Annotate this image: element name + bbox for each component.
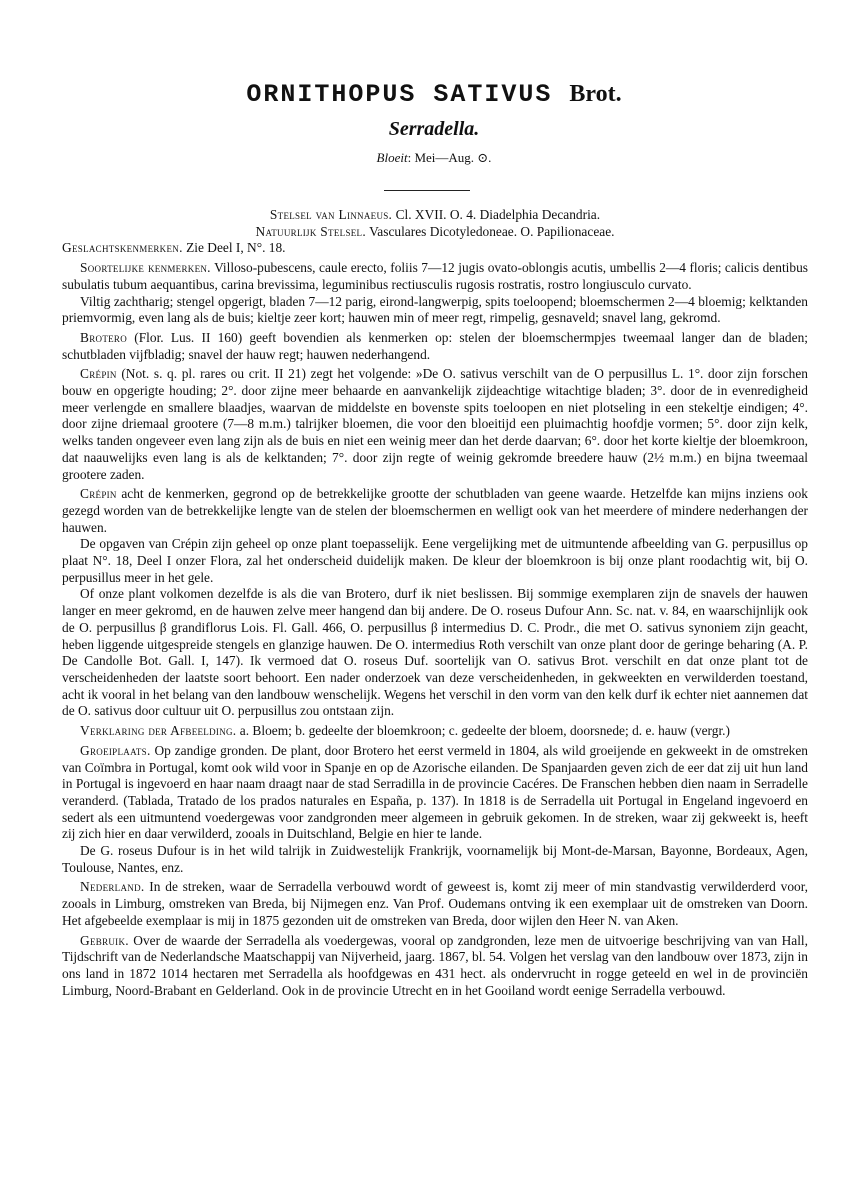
paragraph-heading: Gebruik.	[80, 932, 129, 948]
title-author: Brot.	[569, 81, 622, 107]
paragraph-heading: Verklaring der Afbeelding.	[80, 723, 237, 739]
paragraph	[62, 933, 808, 1000]
paragraph-heading: Geslachtskenmerken.	[62, 240, 183, 256]
paragraph-text: Op zandige gronden. De plant, door Brotero het eerst vermeld in 1804, als wild groeijende en gekweekt in de omstreken van Coïmbra in Portugal, komt ook wild voor in Spanje en op de Azorische eilanden. De Spanjaarden geven zich de eer dat zij uit hun land in Portugal is ingevoerd en haar naam draagt naar de stad Serradilla in de provincie Cacéres. De Franschen hebben dien naam in Serradelle veranderd. (Tablada, Tratado de los prados naturales en España, p. 137). In 1818 is de Serradella uit Portugal in Engeland ingevoerd en sedert als een uitmuntend voedergewas voor zandgronden meer algemeen in gebruik gekomen. In de streken, waar zij gekweekt is, heeft zij zich hier en daar verwilderd, zooals in Duitschland, Belgie en hier te lande.	[62, 742, 808, 842]
paragraph-text: De G. roseus Dufour is in het wild talrijk in Zuidwestelijk Frankrijk, voornamelijk bij Mont-de-Marsan, Bayonne, Bordeaux, Agen, Toulouse, Nantes, enz.	[62, 843, 808, 875]
paragraph-heading: Brotero	[80, 329, 128, 345]
paragraph-text: acht de kenmerken, gegrond op de betrekkelijke grootte der schutbladen van geene waarde. Hetzelfde kan mijns inziens ook gezegd worden van de betrekkelijke lengte van de stelen der bloemschermen en welligt ook van het meerdere of mindere nederhangen der hauwen.	[62, 486, 808, 535]
paragraph	[62, 224, 808, 241]
paragraph	[62, 536, 808, 586]
title-divider	[384, 190, 470, 191]
paragraph-text: a. Bloem; b. gedeelte der bloemkroon; c. gedeelte der bloem, doorsnede; d. e. hauw (vergr.)	[236, 723, 730, 739]
paragraph-text: (Not. s. q. pl. rares ou crit. II 21) zegt het volgende: »De O. sativus verschilt van de O perpusillus L. 1°. door zijn forschen bouw en opgerigte houding; 2°. door zijne meer behaarde en aanvankelijk zijdeachtige witachtige bladen; 3°. door de in evenredigheid meer verlengde en smallere blaadjes, waarvan de middelste en bovenste spits toeloopen en niet plotseling in een stekeltje eindigen; 4°. door zijne driemaal grootere (7—8 m.m.) talrijker bloemen, die voor den bloeitijd een pluimachtig hoofdje vormen; 5°. door zijn kelk, welks tanden ongeveer even lang zijn als de buis en niet een weinig meer dan het derde daarvan; 6°. door het korte kieltje der bloemkroon, dat naauwelijks even lang is als de kelktanden; 7°. door zijn regte of weinig gekromde breedere hauw (2½ m.m.) en bijna tweemaal grootere zaden.	[62, 366, 808, 482]
paragraph-text: (Flor. Lus. II 160) geeft bovendien als kenmerken op: stelen der bloemschermpjes tweemaal langer dan de bladen; schutbladen vijfbladig; snavel der hauw regt; hauwen nederhangend.	[62, 329, 808, 362]
paragraph-text: Of onze plant volkomen dezelfde is als die van Brotero, durf ik niet beslissen. Bij sommige exemplaren zijn de snavels der hauwen langer en meer gekromd, en de hauwen zelve meer hangend dan bij andere. De O. roseus Dufour Ann. Sc. nat. v. 84, en waarschijnlijk ook de O. perpusillus β grandiflorus Lois. Fl. Gall. 466, O. perpusillus β intermedius D. C. Prodr., die met O. sativus synoniem zijn geacht, heben liggende uitgespreide stengels en glanzige hauwen. De O. intermedius Roth verschilt van onze plant door de geringe beharing (A. P. De Candolle Bot. Gall. I, 147). Ik vermoed dat O. roseus Duf. soortelijk van O. sativus Brot. verschilt en dat onze plant tot de verscheidenheden der laatste soort behoort. Een nader onderzoek van deze verscheidenheden, in gekweekten en verwilderden toestand, acht ik vooral in het belang van den landbouw wenschelijk. Wegens het verschil in den vorm van den kelk durf ik echter niet aannemen dat de O. sativus door cultuur uit O. perpusillus zou ontstaan zijn.	[62, 586, 808, 719]
paragraph	[62, 366, 808, 483]
paragraph-text: Villoso-pubescens, caule erecto, foliis 7—12 jugis ovato-oblongis acutis, umbellis 2—4 floris; calicis dentibus subulatis tubum aequantibus, carina brevissima, leguminibus rectiusculis rugosis rostratis, rostro longiusculo curvato.	[62, 260, 808, 292]
paragraph	[62, 743, 808, 843]
paragraph-heading: Groeiplaats.	[80, 742, 151, 758]
page-title	[0, 80, 868, 109]
paragraph-heading: Crépin	[80, 486, 117, 502]
paragraph	[62, 240, 808, 257]
paragraph-heading: Nederland.	[80, 879, 145, 895]
paragraph-text: Vasculares Dicotyledoneae. O. Papilionaceae.	[366, 223, 615, 239]
flowering-period	[0, 150, 868, 166]
title-species: ORNITHOPUS SATIVUS	[246, 80, 553, 109]
paragraph	[62, 207, 808, 224]
paragraph-heading: Natuurlijk Stelsel.	[255, 223, 366, 239]
paragraph-text: Viltig zachtharig; stengel opgerigt, bladen 7—12 parig, eirond-langwerpig, spits toeloopend; bloemschermen 2—4 bloemig; kelktanden priemvormig, even lang als de buis; kieltje zeer kort; hauwen min of meer regt, rimpelig, gesnaveld; snavel lang, gekromd.	[62, 293, 808, 326]
paragraph	[62, 260, 808, 293]
paragraph	[62, 723, 808, 740]
paragraph-text: De opgaven van Crépin zijn geheel op onze plant toepasselijk. Eene vergelijking met de uitmuntende afbeelding van G. perpusillus op plaat N°. 18, Deel I onzer Flora, zal het onderscheid duidelijk maken. De kleur der bloemkroon is bij onze plant roodachtig wit, bij O. perpusillus meer in het gele.	[62, 536, 808, 585]
paragraph	[62, 330, 808, 363]
flowering-label: Bloeit	[376, 150, 408, 165]
paragraph-heading: Stelsel van Linnaeus.	[269, 207, 393, 222]
page-subtitle: Serradella.	[388, 118, 480, 140]
paragraph	[62, 486, 808, 536]
paragraph	[62, 879, 808, 929]
paragraph-text: Over de waarde der Serradella als voedergewas, vooral op zandgronden, leze men de uitvoerige beschrijving van van Hall, Tijdschrift van de Nederlandsche Maatschappij van Nijverheid, jaarg. 1867, bl. 54. Volgen het verslag van den landbouw over 1873, zijn in ons land in 1872 1014 hectaren met Serradella als hoofdgewas en 431 hect. als ondervrucht in rogge geteeld en wel in de provinciën Limburg, Noord-Brabant en Gelderland. Ook in de provincie Utrecht en in het Gooiland wordt eenige Serradella verbouwd.	[62, 932, 808, 998]
paragraph-text: Zie Deel I, N°. 18.	[182, 240, 286, 256]
paragraph-heading: Crépin	[80, 366, 117, 382]
paragraph	[62, 294, 808, 327]
paragraph	[62, 586, 808, 720]
paragraph-text: Cl. XVII. O. 4. Diadelphia Decandria.	[392, 207, 601, 222]
paragraph-text: In de streken, waar de Serradella verbouwd wordt of geweest is, komt zij meer of min standvastig verwilderderd voor, zooals in Limburg, omstreken van Breda, bij Nijmegen enz. Van Prof. Oudemans ontving ik een exemplaar uit de omstreken van Doorn. Het afgebeelde exemplaar is mij in 1875 gezonden uit de omstreken van Breda, door wijlen den Heer N. van Aken.	[62, 879, 808, 928]
paragraph	[62, 843, 808, 876]
body-text	[62, 207, 808, 999]
paragraph-heading: Soortelijke kenmerken.	[80, 260, 211, 276]
flowering-value: : Mei—Aug. ⊙.	[407, 150, 492, 165]
